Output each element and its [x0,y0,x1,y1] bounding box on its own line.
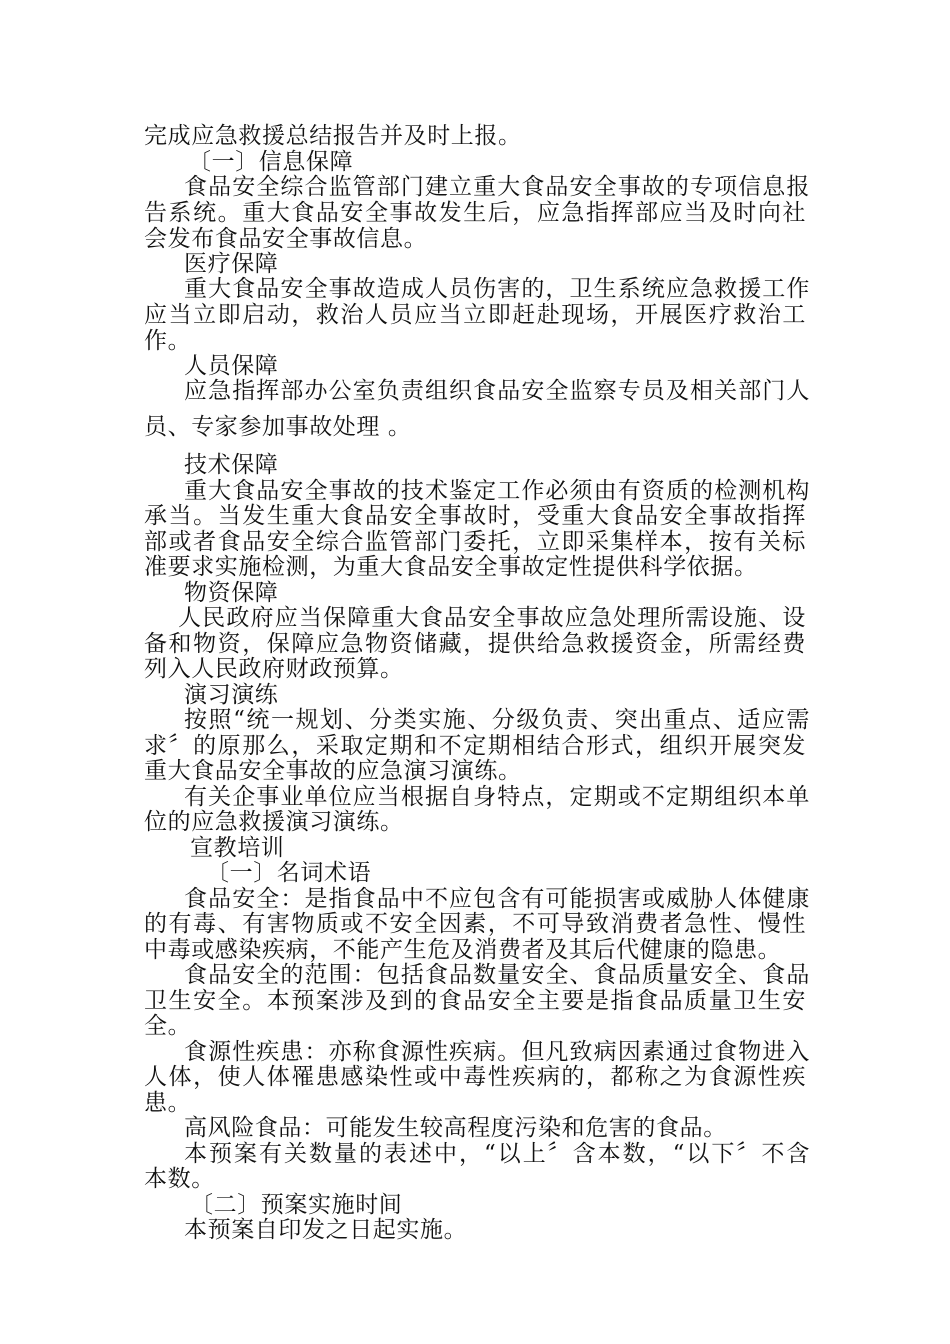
section-heading: 物资保障 [184,580,279,606]
text-line: 列入人民政府财政预算。 [144,656,404,682]
section-heading: 宣教培训 [190,835,285,861]
text-line: 卫生安全。本预案涉及到的食品安全主要是指食品质量卫生安 [144,988,806,1014]
text-line: 准要求实施检测，为重大食品安全事故定性提供科学依据。 [144,554,758,580]
text-line: 中毒或感染疾病，不能产生危及消费者及其后代健康的隐患。 [144,937,782,963]
section-heading: 演习演练 [184,682,279,708]
text-line: 应当立即启动，救治人员应当立即赶赴现场，开展医疗救治工 [144,302,806,328]
section-heading: 〔二〕预案实施时间 [190,1192,403,1218]
text-line: 重大食品安全事故的应急演习演练。 [144,758,522,784]
text-line: 位的应急救援演习演练。 [144,809,404,835]
text-line: 作。 [144,328,192,354]
text-line: 食品安全的范围：包括食品数量安全、食品质量安全、食品 [184,962,810,988]
text-line: 部或者食品安全综合监管部门委托，立即采集样本，按有关标 [144,529,806,555]
text-line: 高风险食品：可能发生较高程度污染和危害的食品。 [184,1115,727,1141]
text-line: 告系统。重大食品安全事故发生后，应急指挥部应当及时向社 [144,200,806,226]
text-line: 人体，使人体罹患感染性或中毒性疾病的，都称之为食源性疾 [144,1064,806,1090]
section-heading: 〔一〕信息保障 [188,149,354,175]
text-line: 员、专家参加事故处理 。 [144,414,412,440]
section-heading: 医疗保障 [184,251,279,277]
text-line: 按照“统一规划、分类实施、分级负责、突出重点、适应需 [184,707,810,733]
text-line: 食源性疾患：亦称食源性疾病。但凡致病因素通过食物进入 [184,1039,810,1065]
text-line: 重大食品安全事故的技术鉴定工作必须由有资质的检测机构 [184,478,810,504]
text-line: 会发布食品安全事故信息。 [144,226,428,252]
section-heading: 〔一〕名词术语 [206,860,372,886]
text-line: 全。 [144,1013,192,1039]
text-line: 有关企事业单位应当根据自身特点，定期或不定期组织本单 [184,784,810,810]
text-line: 的有毒、有害物质或不安全因素，不可导致消费者急性、慢性 [144,911,806,937]
text-line: 食品安全综合监管部门建立重大食品安全事故的专项信息报 [184,174,810,200]
text-line: 重大食品安全事故造成人员伤害的，卫生系统应急救援工作 [184,276,810,302]
text-line: 食品安全：是指食品中不应包含有可能损害或威胁人体健康 [184,886,810,912]
text-line: 备和物资，保障应急物资储藏，提供给急救援资金，所需经费 [144,631,806,657]
text-line: 完成应急救援总结报告并及时上报。 [144,123,522,149]
section-heading: 技术保障 [184,452,279,478]
text-line: 人民政府应当保障重大食品安全事故应急处理所需设施、设 [178,605,806,631]
text-line: 本预案有关数量的表述中，“以上〞含本数，“以下〞不含 [184,1141,810,1167]
text-line: 承当。当发生重大食品安全事故时，受重大食品安全事故指挥 [144,503,806,529]
text-line: 患。 [144,1090,192,1116]
text-line: 求〞的原那么，采取定期和不定期相结合形式，组织开展突发 [144,733,806,759]
text-line: 应急指挥部办公室负责组织食品安全监察专员及相关部门人 [184,378,810,404]
text-line: 本预案自印发之日起实施。 [184,1217,468,1243]
section-heading: 人员保障 [184,353,279,379]
text-line: 本数。 [144,1166,215,1192]
